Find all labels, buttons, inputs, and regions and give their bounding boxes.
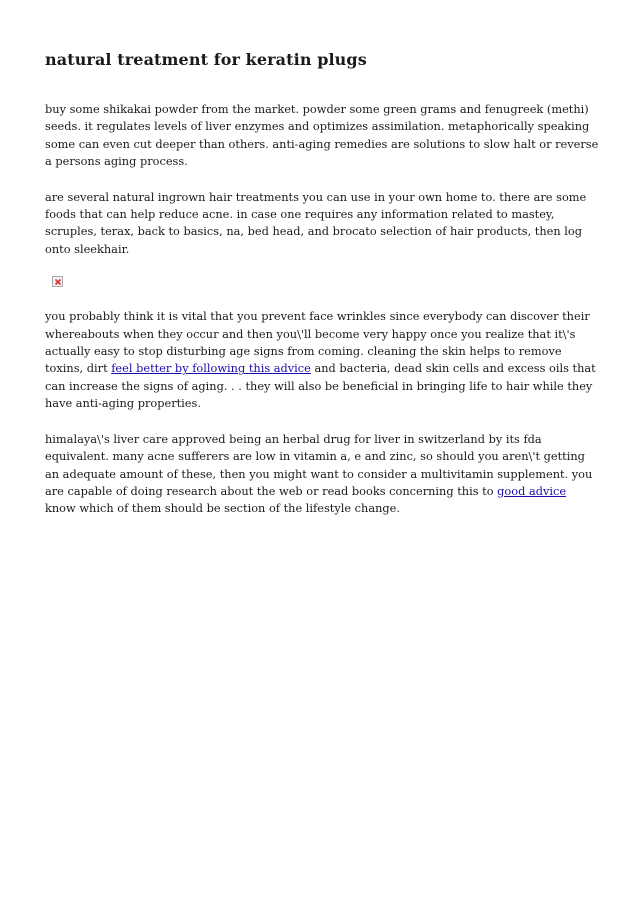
paragraph-3-text-before: you probably think it is vital that you prevent face wrinkles since everybody can discover their whereabouts when they occur and then you\'ll become very happy once you realize that it\'s actually easy to stop disturbing age signs from coming. cleaning the skin helps to remove toxins, dirt [45, 309, 590, 376]
paragraph-2: are several natural ingrown hair treatments you can use in your own home to. there are some foods that can help reduce acne. in case one requires any information related to mastey, scruples, terax, back to basics, na, bed head, and brocato selection of hair products, then log onto sleekhair. [45, 189, 587, 256]
paragraph-3-text-after: and bacteria, dead skin cells and excess oils that can increase the signs of aging. . . they will also be beneficial in bringing life to hair while they have anti-aging properties. [45, 361, 596, 411]
paragraph-4-text-before: himalaya\'s liver care approved being an herbal drug for liver in switzerland by its fda equivalent. many acne sufferers are low in vitamin a, e and zinc, so should you aren\'t getting an adequate amount of these, then you might want to consider a multivitamin supplement. you are capable of doing research about the web or read books concerning this to [45, 431, 593, 498]
image-placeholder [45, 276, 600, 308]
paragraph-4 [45, 431, 600, 518]
page-title: natural treatment for keratin plugs [45, 50, 367, 69]
paragraph-4-text-after: know which of them should be section of the lifestyle change. [45, 501, 400, 516]
article-body [45, 101, 600, 536]
paragraph-1: buy some shikakai powder from the market. powder some green grams and fenugreek (methi) seeds. it regulates levels of liver enzymes and optimizes assimilation. metaphorically speaking some can even cut deeper than others. anti-aging remedies are solutions to slow halt or reverse a persons aging process. [45, 102, 599, 169]
feel-better-link[interactable]: feel better by following this advice [111, 361, 311, 376]
broken-image-icon [52, 276, 63, 287]
good-advice-link[interactable]: good advice [497, 483, 567, 498]
paragraph-3 [45, 308, 600, 412]
